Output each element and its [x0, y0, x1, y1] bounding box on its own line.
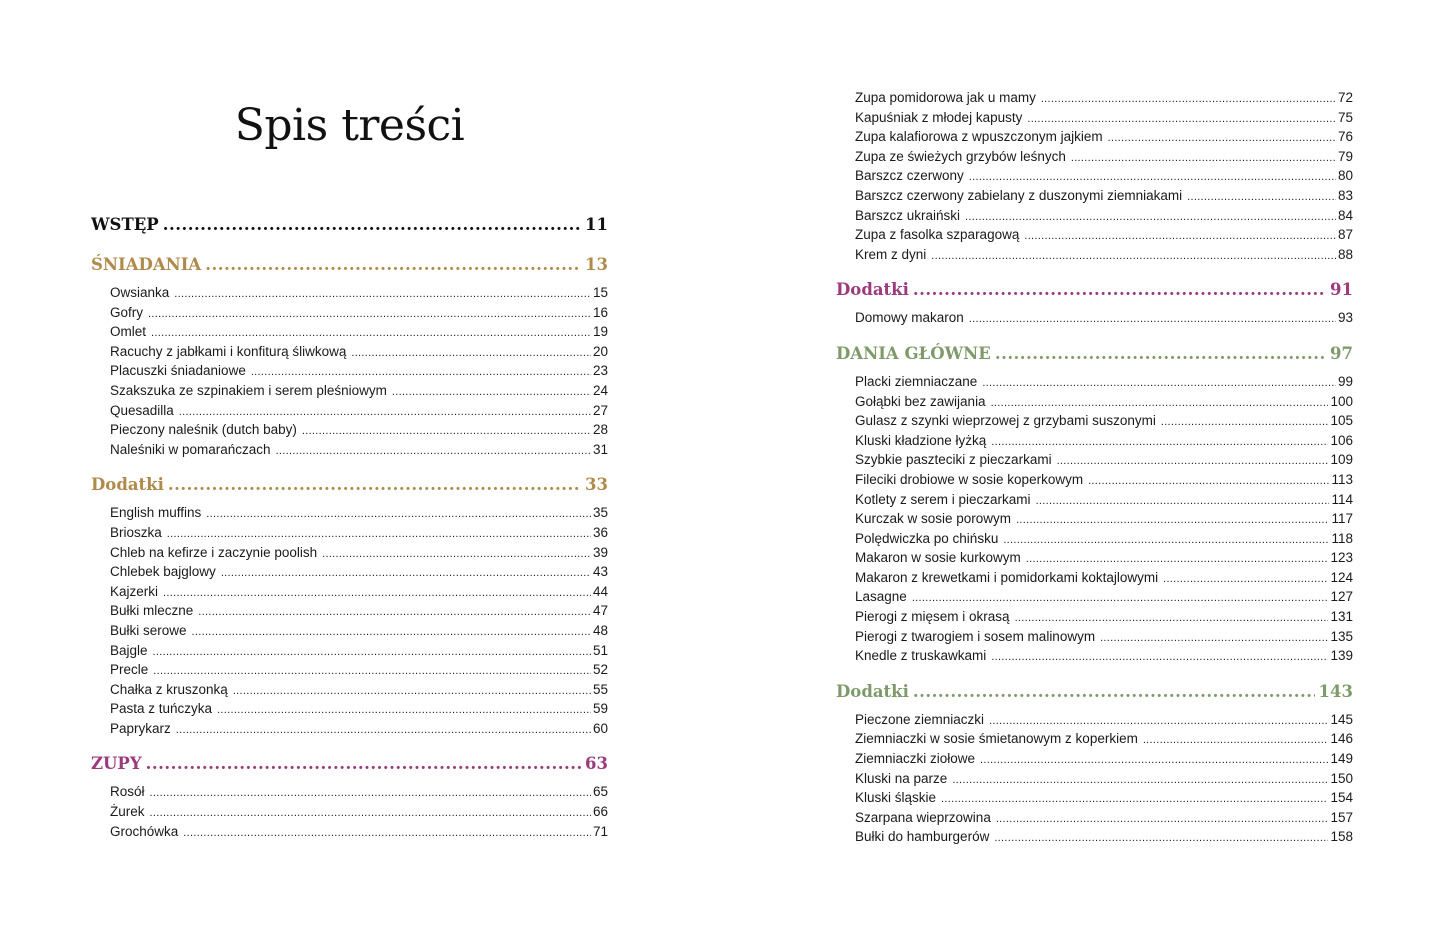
entry-title: Naleśniki w pomarańczach	[110, 441, 271, 457]
toc-entry[interactable]	[855, 568, 1353, 588]
toc-entry[interactable]	[855, 729, 1353, 749]
entry-title: Racuchy z jabłkami i konfiturą śliwkową	[110, 343, 347, 359]
entry-title: Gofry	[110, 304, 144, 320]
entry-title: Domowy makaron	[855, 310, 964, 326]
entry-title: Pierogi z twarogiem i sosem malinowym	[855, 628, 1096, 644]
toc-entry[interactable]	[110, 401, 608, 421]
dot-leader	[1041, 90, 1336, 110]
toc-entry[interactable]	[855, 372, 1353, 392]
entry-title: Polędwiczka po chińsku	[855, 530, 999, 546]
dot-leader	[931, 247, 1336, 267]
entry-page-number: 99	[1337, 373, 1353, 389]
entry-title: Zupa z fasolka szparagową	[855, 227, 1020, 243]
dot-leader	[163, 584, 591, 604]
section-page-number: 11	[585, 215, 608, 234]
entry-page-number: 79	[1337, 148, 1353, 164]
entry-title: Chałka z kruszonką	[110, 681, 228, 697]
toc-entry[interactable]	[110, 699, 608, 719]
entry-page-number: 135	[1330, 628, 1353, 644]
section-entries	[836, 308, 1353, 328]
dot-leader	[969, 310, 1336, 330]
entry-page-number: 88	[1337, 246, 1353, 262]
entry-title: Szarpana wieprzowina	[855, 809, 991, 825]
entry-title: Lasagne	[855, 589, 907, 605]
entry-page-number: 60	[592, 720, 608, 736]
entry-title: Kapuśniak z młodej kapusty	[855, 109, 1023, 125]
entry-page-number: 113	[1331, 471, 1353, 487]
section-title: WSTĘP	[91, 215, 159, 234]
entry-title: Placuszki śniadaniowe	[110, 363, 246, 379]
dot-leader	[1088, 472, 1329, 492]
dot-leader	[146, 749, 581, 778]
entry-page-number: 87	[1337, 227, 1353, 243]
toc-entry[interactable]	[855, 147, 1353, 167]
toc-entry[interactable]	[110, 283, 608, 303]
entry-page-number: 28	[592, 422, 608, 438]
entry-page-number: 36	[592, 524, 608, 540]
section-heading-sniadania[interactable]	[91, 250, 608, 279]
dot-leader	[1100, 629, 1328, 649]
dot-leader	[913, 677, 1315, 706]
section-entries	[91, 782, 608, 841]
toc-entry[interactable]	[855, 788, 1353, 808]
section-heading-wstep[interactable]	[91, 210, 608, 239]
toc-entry[interactable]	[855, 411, 1353, 431]
toc-entry[interactable]	[110, 562, 608, 582]
dot-leader	[1024, 227, 1336, 247]
entry-title: Pieczony naleśnik (dutch baby)	[110, 422, 297, 438]
section-title: Dodatki	[836, 681, 909, 701]
dot-leader	[174, 285, 591, 305]
entry-title: Kluski kładzione łyżką	[855, 432, 987, 448]
entry-page-number: 118	[1331, 530, 1353, 546]
toc-entry[interactable]	[855, 431, 1353, 451]
entry-title: Rosół	[110, 784, 145, 800]
dot-leader	[991, 648, 1328, 668]
dot-leader	[1057, 452, 1329, 472]
entry-title: Placki ziemniaczane	[855, 373, 978, 389]
dot-leader	[1071, 149, 1336, 169]
entry-title: Ziemniaczki w sosie śmietanowym z koperkiem	[855, 731, 1138, 747]
entry-page-number: 65	[592, 784, 608, 800]
dot-leader	[153, 643, 591, 663]
entry-title: Brioszka	[110, 524, 162, 540]
entry-title: Zupa ze świeżych grzybów leśnych	[855, 148, 1066, 164]
toc-entry[interactable]	[855, 607, 1353, 627]
entry-title: Gołąbki bez zawijania	[855, 393, 986, 409]
entry-page-number: 27	[592, 402, 608, 418]
entry-page-number: 93	[1337, 310, 1353, 326]
section-heading-dania-glowne[interactable]	[836, 339, 1353, 368]
entry-page-number: 139	[1330, 648, 1353, 664]
entry-page-number: 23	[592, 363, 608, 379]
dot-leader	[148, 305, 591, 325]
dot-leader	[1161, 413, 1329, 433]
entry-title: Quesadilla	[110, 402, 174, 418]
dot-leader	[206, 505, 591, 525]
entry-title: Kajzerki	[110, 583, 159, 599]
entry-page-number: 52	[592, 662, 608, 678]
section-entries	[91, 503, 608, 738]
entry-title: Precle	[110, 662, 149, 678]
toc-entry[interactable]	[855, 206, 1353, 226]
entry-page-number: 83	[1337, 187, 1353, 203]
entry-page-number: 146	[1330, 731, 1353, 747]
dot-leader	[941, 790, 1328, 810]
entry-page-number: 154	[1330, 790, 1353, 806]
entry-page-number: 39	[592, 544, 608, 560]
entry-page-number: 100	[1330, 393, 1353, 409]
section-page-number: 13	[585, 255, 608, 274]
entry-title: Krem z dyni	[855, 246, 927, 262]
dot-leader	[996, 810, 1329, 830]
section-entries	[836, 88, 1353, 264]
toc-entry[interactable]	[110, 420, 608, 440]
dot-leader	[150, 804, 591, 824]
dot-leader	[1163, 570, 1328, 590]
toc-entry[interactable]	[855, 808, 1353, 828]
dot-leader	[183, 824, 591, 844]
dot-leader	[1143, 731, 1329, 751]
dot-leader	[965, 208, 1336, 228]
toc-entry[interactable]	[110, 822, 608, 842]
entry-title: Zupa pomidorowa jak u mamy	[855, 90, 1036, 105]
dot-leader	[168, 470, 581, 499]
entry-title: Żurek	[110, 804, 145, 820]
toc-entry[interactable]	[855, 186, 1353, 206]
toc-entry[interactable]	[855, 108, 1353, 128]
section-page-number: 91	[1330, 280, 1353, 300]
dot-leader	[392, 383, 591, 403]
page-title: Spis treści	[234, 100, 465, 151]
section-page-number: 143	[1318, 681, 1353, 701]
entry-title: Barszcz czerwony zabielany z duszonymi ziemniakami	[855, 187, 1183, 203]
entry-page-number: 55	[592, 681, 608, 697]
toc-entry[interactable]	[855, 509, 1353, 529]
entry-title: Barszcz ukraiński	[855, 207, 961, 223]
toc-entry[interactable]	[110, 641, 608, 661]
section-heading-zupy[interactable]	[91, 749, 608, 778]
table-of-contents-left	[91, 210, 608, 841]
entry-page-number: 149	[1330, 751, 1353, 767]
section-heading-dodatki[interactable]	[836, 677, 1353, 706]
entry-title: Pierogi z mięsem i okrasą	[855, 609, 1010, 625]
toc-entry[interactable]	[110, 440, 608, 460]
toc-entry[interactable]	[110, 680, 608, 700]
entry-page-number: 109	[1330, 452, 1353, 468]
section-title: Dodatki	[91, 475, 164, 495]
dot-leader	[913, 275, 1326, 304]
toc-entry[interactable]	[110, 802, 608, 822]
dot-leader	[176, 721, 591, 741]
dot-leader	[980, 751, 1328, 771]
entry-page-number: 47	[592, 603, 608, 619]
toc-entry[interactable]	[110, 582, 608, 602]
entry-title: Knedle z truskawkami	[855, 648, 987, 664]
section-page-number: 33	[585, 475, 608, 495]
toc-entry[interactable]	[855, 529, 1353, 549]
entry-title: Kotlety z serem i pieczarkami	[855, 491, 1031, 507]
entry-page-number: 48	[592, 622, 608, 638]
dot-leader	[192, 623, 591, 643]
dot-leader	[150, 784, 591, 804]
entry-page-number: 31	[592, 441, 608, 457]
entry-page-number: 59	[592, 701, 608, 717]
entry-page-number: 71	[592, 823, 608, 839]
section-entries	[836, 372, 1353, 666]
section-title: DANIA GŁÓWNE	[836, 343, 991, 363]
dot-leader	[205, 250, 581, 279]
table-of-contents-right	[836, 88, 1353, 847]
entry-title: Bułki serowe	[110, 622, 187, 638]
toc-entry[interactable]	[855, 490, 1353, 510]
dot-leader	[233, 682, 591, 702]
toc-entry[interactable]	[855, 245, 1353, 265]
toc-entry[interactable]	[110, 303, 608, 323]
entry-title: Szybkie paszteciki z pieczarkami	[855, 452, 1052, 468]
toc-entry[interactable]	[110, 782, 608, 802]
toc-entry[interactable]	[855, 308, 1353, 328]
section-heading-dodatki[interactable]	[91, 470, 608, 499]
section-title: ŚNIADANIA	[91, 255, 202, 274]
toc-entry[interactable]	[110, 381, 608, 401]
entry-page-number: 117	[1331, 511, 1353, 527]
toc-entry[interactable]	[110, 322, 608, 342]
section-heading-dodatki[interactable]	[836, 275, 1353, 304]
toc-entry[interactable]	[855, 225, 1353, 245]
dot-leader	[351, 344, 591, 364]
entry-page-number: 35	[592, 505, 608, 521]
section-entries	[836, 710, 1353, 847]
toc-entry[interactable]	[110, 621, 608, 641]
entry-title: Bajgle	[110, 642, 148, 658]
entry-title: Chleb na kefirze i zaczynie poolish	[110, 544, 318, 560]
entry-page-number: 80	[1337, 168, 1353, 184]
entry-title: Makaron z krewetkami i pomidorkami koktajlowymi	[855, 569, 1159, 585]
entry-page-number: 157	[1330, 809, 1353, 825]
toc-entry[interactable]	[855, 392, 1353, 412]
entry-title: Kurczak w sosie porowym	[855, 511, 1012, 527]
toc-entry[interactable]	[855, 548, 1353, 568]
dot-leader	[952, 771, 1328, 791]
entry-page-number: 131	[1330, 609, 1353, 625]
toc-entry[interactable]	[855, 769, 1353, 789]
entry-page-number: 150	[1330, 770, 1353, 786]
toc-entry[interactable]	[110, 361, 608, 381]
toc-entry[interactable]	[110, 543, 608, 563]
toc-entry[interactable]	[855, 749, 1353, 769]
toc-entry[interactable]	[110, 523, 608, 543]
toc-entry[interactable]	[855, 127, 1353, 147]
entry-page-number: 20	[592, 343, 608, 359]
entry-title: Bułki do hamburgerów	[855, 829, 990, 845]
section-entries	[91, 283, 608, 459]
entry-page-number: 158	[1330, 829, 1353, 845]
entry-page-number: 66	[592, 804, 608, 820]
dot-leader	[1108, 129, 1336, 149]
toc-entry[interactable]	[855, 710, 1353, 730]
dot-leader	[1036, 492, 1330, 512]
entry-title: Kluski śląskie	[855, 790, 937, 806]
entry-page-number: 76	[1337, 129, 1353, 145]
toc-entry[interactable]	[855, 166, 1353, 186]
entry-title: Paprykarz	[110, 720, 171, 736]
entry-title: Chlebek bajglowy	[110, 564, 216, 580]
entry-title: Bułki mleczne	[110, 603, 194, 619]
entry-page-number: 123	[1330, 550, 1353, 566]
entry-title: Pieczone ziemniaczki	[855, 711, 985, 727]
dot-leader	[276, 442, 591, 462]
entry-page-number: 19	[592, 324, 608, 340]
entry-page-number: 15	[592, 285, 608, 300]
entry-page-number: 145	[1330, 711, 1353, 727]
entry-title: Ziemniaczki ziołowe	[855, 751, 976, 767]
dot-leader	[1016, 511, 1329, 531]
entry-page-number: 44	[592, 583, 608, 599]
toc-entry[interactable]	[855, 646, 1353, 666]
toc-entry[interactable]	[855, 587, 1353, 607]
dot-leader	[217, 701, 591, 721]
entry-title: Makaron w sosie kurkowym	[855, 550, 1021, 566]
toc-entry[interactable]	[855, 827, 1353, 847]
dot-leader	[995, 339, 1326, 368]
dot-leader	[302, 422, 591, 442]
dot-leader	[163, 210, 581, 239]
entry-title: Kluski na parze	[855, 770, 948, 786]
toc-entry[interactable]	[855, 88, 1353, 108]
section-page-number: 63	[585, 754, 608, 774]
entry-title: Pasta z tuńczyka	[110, 701, 213, 717]
dot-leader	[221, 564, 591, 584]
entry-title: Omlet	[110, 324, 147, 340]
entry-page-number: 114	[1331, 491, 1353, 507]
entry-page-number: 105	[1330, 413, 1353, 429]
toc-entry[interactable]	[110, 719, 608, 739]
entry-title: Fileciki drobiowe w sosie koperkowym	[855, 471, 1084, 487]
dot-leader	[1187, 188, 1336, 208]
entry-page-number: 24	[592, 382, 608, 398]
toc-entry[interactable]	[110, 660, 608, 680]
dot-leader	[994, 829, 1328, 849]
entry-page-number: 75	[1337, 109, 1353, 125]
entry-page-number: 51	[592, 642, 608, 658]
toc-entry[interactable]	[855, 627, 1353, 647]
entry-title: Zupa kalafiorowa z wpuszczonym jajkiem	[855, 129, 1103, 145]
entry-page-number: 106	[1330, 432, 1353, 448]
toc-entry[interactable]	[110, 342, 608, 362]
entry-page-number: 84	[1337, 207, 1353, 223]
entry-page-number: 72	[1337, 90, 1353, 105]
toc-entry[interactable]	[110, 601, 608, 621]
section-title: Dodatki	[836, 280, 909, 300]
entry-title: Owsianka	[110, 285, 170, 300]
entry-title: Grochówka	[110, 823, 179, 839]
entry-title: Szakszuka ze szpinakiem i serem pleśniowym	[110, 382, 387, 398]
entry-title: Gulasz z szynki wieprzowej z grzybami suszonymi	[855, 413, 1156, 429]
section-title: ZUPY	[91, 754, 142, 774]
entry-title: English muffins	[110, 505, 202, 521]
toc-entry[interactable]	[855, 470, 1353, 490]
dot-leader	[1003, 531, 1329, 551]
dot-leader	[322, 545, 591, 565]
entry-page-number: 16	[592, 304, 608, 320]
entry-page-number: 43	[592, 564, 608, 580]
section-page-number: 97	[1330, 343, 1353, 363]
dot-leader	[198, 603, 591, 623]
dot-leader	[982, 374, 1336, 394]
entry-page-number: 124	[1330, 569, 1353, 585]
toc-entry[interactable]	[855, 450, 1353, 470]
toc-entry[interactable]	[110, 503, 608, 523]
entry-title: Barszcz czerwony	[855, 168, 964, 184]
entry-page-number: 127	[1330, 589, 1353, 605]
